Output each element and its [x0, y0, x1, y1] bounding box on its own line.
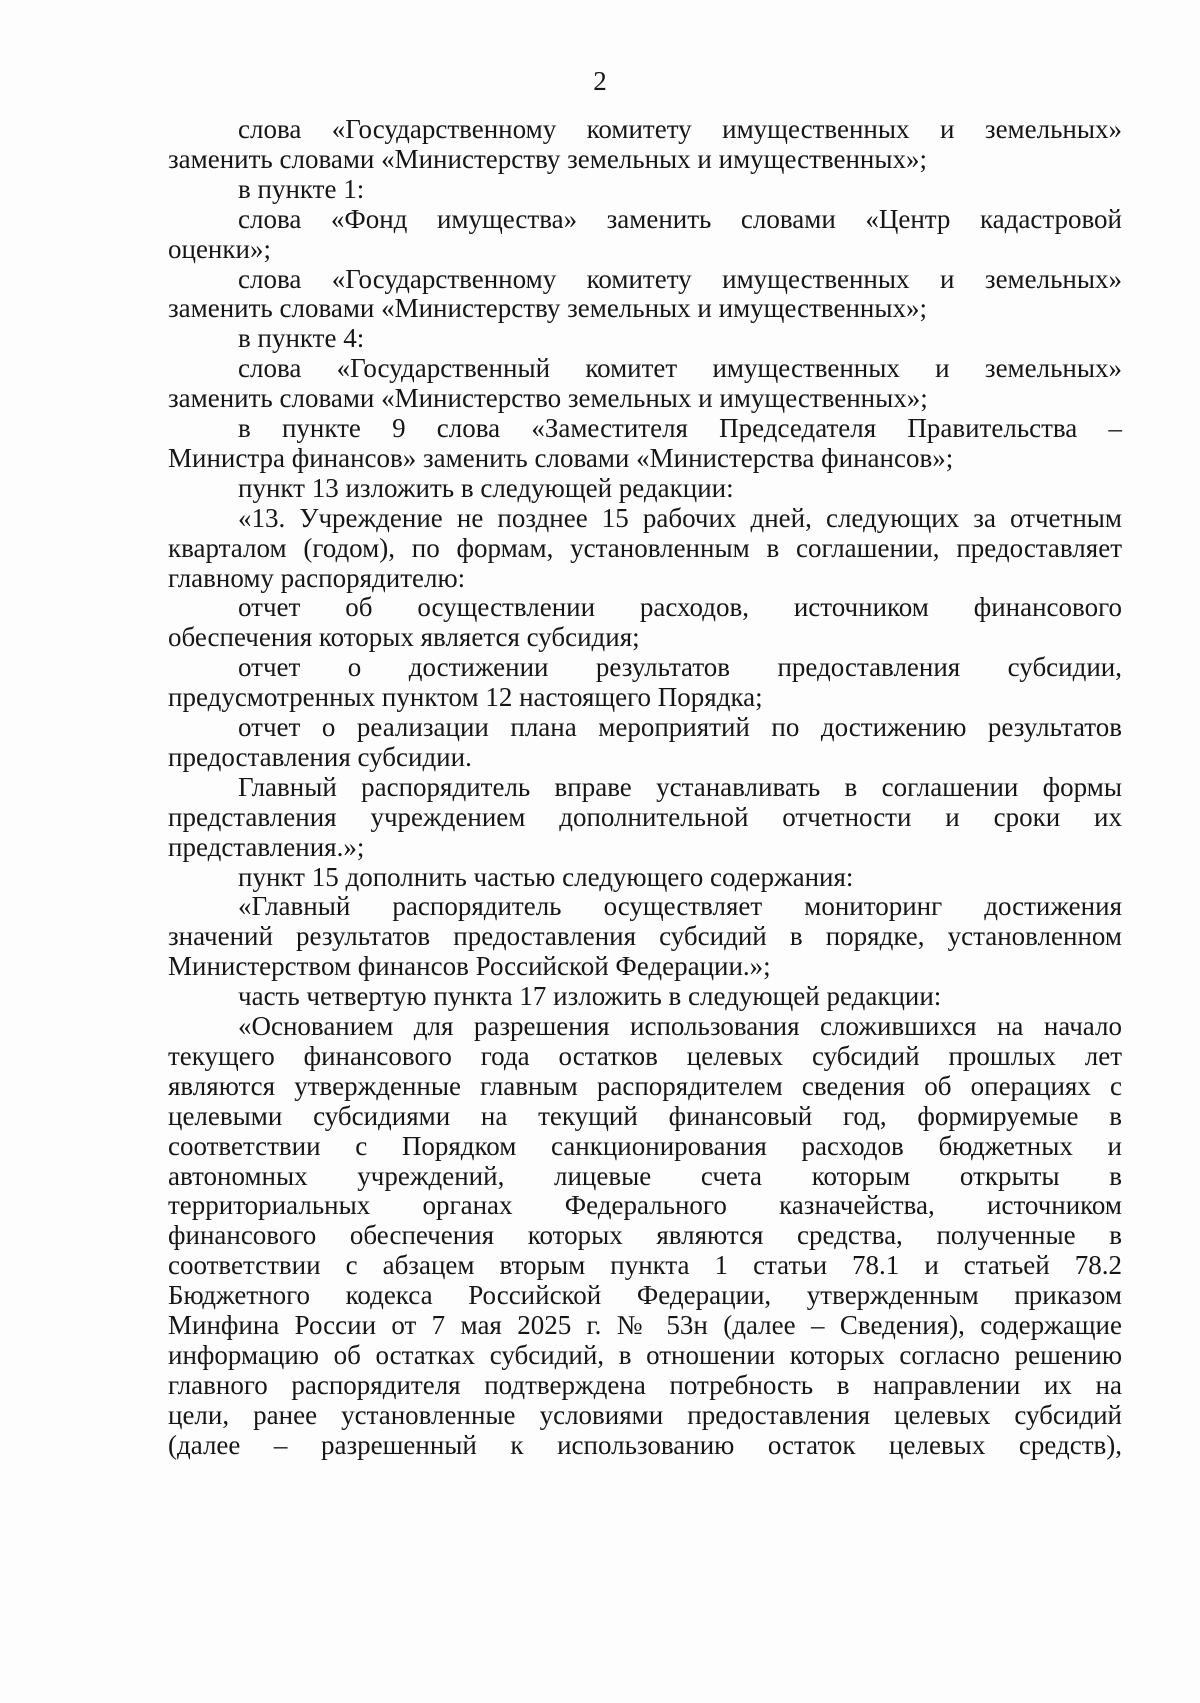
text-line: Бюджетного кодекса Российской Федерации, утвержденным приказом: [168, 1280, 1122, 1311]
text-line: территориальных органах Федерального казначейства, источником: [168, 1190, 1122, 1221]
text-line: соответствии с Порядком санкционирования расходов бюджетных и: [168, 1130, 1122, 1161]
text-line: информацию об остатках субсидий, в отношении которых согласно решению: [168, 1339, 1122, 1370]
page-number: 2: [593, 66, 607, 96]
text-line: отчет об осуществлении расходов, источником финансового: [238, 592, 1122, 623]
text-line: слова «Фонд имущества» заменить словами «Центр кадастровой: [238, 203, 1122, 234]
text-line: предоставления субсидии.: [168, 741, 472, 772]
text-line: «13. Учреждение не позднее 15 рабочих дней, следующих за отчетным: [238, 502, 1122, 533]
text-line: отчет о реализации плана мероприятий по достижению результатов: [238, 712, 1122, 742]
text-line: пункт 13 изложить в следующей редакции:: [238, 472, 734, 503]
text-line: цели, ранее установленные условиями предоставления целевых субсидий: [168, 1399, 1122, 1430]
text-line: являются утвержденные главным распорядителем сведения об операциях с: [168, 1070, 1122, 1101]
text-line: слова «Государственному комитету имущественных и земельных»: [238, 114, 1122, 144]
text-line: целевыми субсидиями на текущий финансовый год, формируемые в: [168, 1100, 1122, 1131]
text-line: кварталом (годом), по формам, установленным в соглашении, предоставляет: [168, 532, 1122, 563]
text-line: главному распорядителю:: [168, 562, 466, 593]
text-line: «Основанием для разрешения использования сложившихся на начало: [238, 1011, 1122, 1041]
text-line: в пункте 4:: [238, 323, 365, 354]
text-line: представления.»;: [168, 831, 365, 862]
text-line: Минфина России от 7 мая 2025 г. № 53н (далее – Сведения), содержащие: [168, 1310, 1122, 1340]
text-line: представления учреждением дополнительной отчетности и сроки их: [168, 801, 1122, 832]
text-line: автономных учреждений, лицевые счета которым открыты в: [168, 1160, 1122, 1191]
text-line: заменить словами «Министерству земельных и имущественных»;: [168, 143, 928, 174]
text-line: главного распорядителя подтверждена потребность в направлении их на: [168, 1369, 1122, 1400]
text-line: отчет о достижении результатов предоставления субсидии,: [238, 652, 1122, 683]
text-line: Министерством финансов Российской Федерации.»;: [168, 951, 771, 982]
text-line: часть четвертую пункта 17 изложить в следующей редакции:: [238, 981, 942, 1012]
text-line: текущего финансового года остатков целевых субсидий прошлых лет: [168, 1040, 1122, 1071]
text-line: обеспечения которых является субсидия;: [168, 622, 640, 653]
text-line: предусмотренных пунктом 12 настоящего Порядка;: [168, 682, 763, 713]
text-line: слова «Государственному комитету имущественных и земельных»: [238, 263, 1122, 294]
text-line: пункт 15 дополнить частью следующего содержания:: [238, 861, 854, 892]
text-line: (далее – разрешенный к использованию остаток целевых средств),: [168, 1429, 1122, 1460]
text-line: оценки»;: [168, 233, 271, 264]
text-line: значений результатов предоставления субсидий в порядке, установленном: [168, 921, 1122, 952]
text-line: в пункте 1:: [238, 173, 365, 204]
text-line: в пункте 9 слова «Заместителя Председателя Правительства –: [238, 413, 1122, 443]
text-line: Министра финансов» заменить словами «Министерства финансов»;: [168, 442, 954, 473]
text-line: заменить словами «Министерство земельных и имущественных»;: [168, 383, 928, 414]
text-line: заменить словами «Министерству земельных и имущественных»;: [168, 293, 928, 324]
text-line: слова «Государственный комитет имущественных и земельных»: [238, 353, 1122, 384]
text-line: «Главный распорядитель осуществляет мониторинг достижения: [238, 891, 1122, 922]
text-line: финансового обеспечения которых являются средства, полученные в: [168, 1220, 1122, 1251]
text-line: соответствии с абзацем вторым пункта 1 статьи 78.1 и статьей 78.2: [168, 1250, 1122, 1281]
text-line: Главный распорядитель вправе устанавливать в соглашении формы: [238, 771, 1122, 802]
